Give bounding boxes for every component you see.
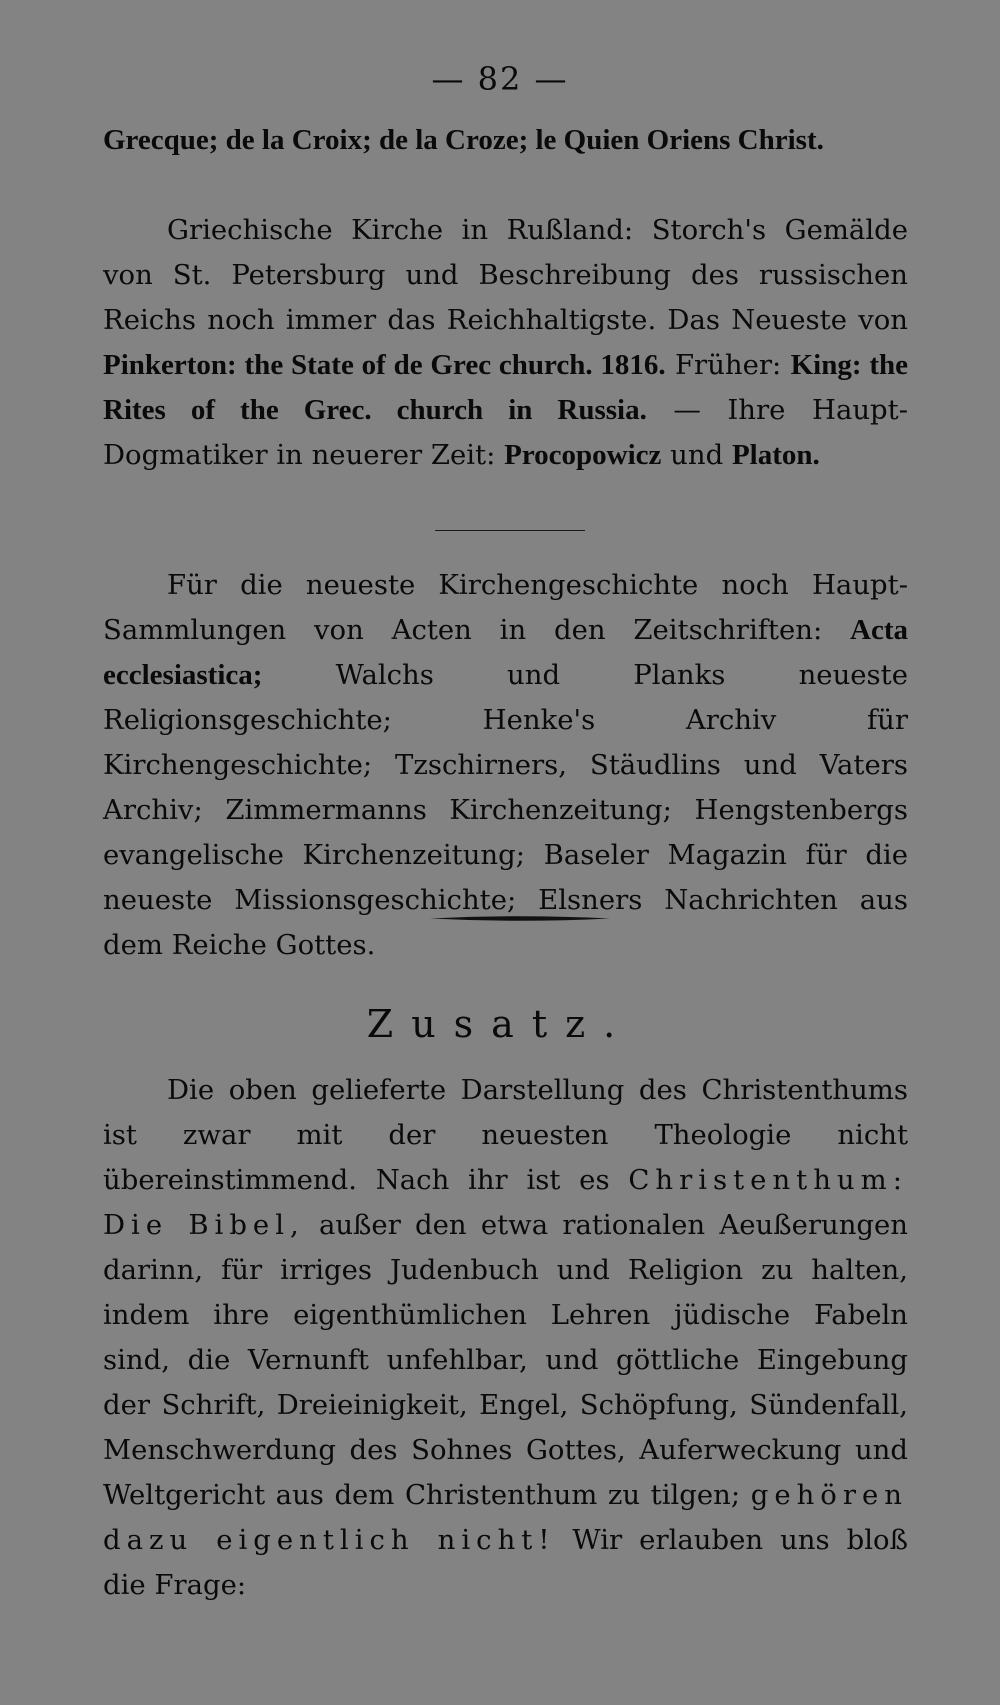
section-divider-ornament (430, 915, 610, 922)
paragraph-text (103, 1068, 908, 1608)
name-platon: Platon. (731, 439, 820, 471)
text-run: Die oben gelieferte Darstellung des Christenthums ist zwar mit der neuesten Theologie nicht übereinstimmend. Nach ihr ist es (103, 1074, 908, 1196)
text-run: und (661, 439, 732, 471)
emphasis-bibel: Die Bibel, (103, 1209, 305, 1241)
text-run: außer den etwa rationalen Aeußerungen darinn, für irriges Judenbuch und Religion zu halten, indem ihre eigenthümlichen Lehren jüdische Fabeln sind, die Vernunft unfehlbar, und göttliche Eingebung der Schrift, Dreieinigkeit, Engel, Schöpfung, Sündenfall, Menschwerdung des Sohnes Gottes, Auferweckung und Weltgericht aus dem Christenthum zu tilgen; (103, 1209, 908, 1511)
citation-acta: Acta ecclesiastica; (103, 614, 908, 691)
paragraph-bibliography-continued (103, 118, 908, 163)
text-run: Wir erlauben uns bloß die Frage: (103, 1524, 908, 1601)
emphasis-gehoeren: gehören dazu eigentlich nicht! (103, 1479, 908, 1556)
bibliography-line: Grecque; de la Croix; de la Croze; le Quien Oriens Christ. (103, 124, 824, 156)
paragraph-zusatz (103, 1068, 908, 1608)
citation-king: King: the Rites of the Grec. church in Russia. (103, 349, 908, 426)
paragraph-russian-church (103, 208, 908, 478)
text-run: Walchs und Planks neueste Religionsgeschichte; Henke's Archiv für Kirchengeschichte; Tzschirners, Stäudlins und Vaters Archiv; Zimmermanns Kirchenzeitung; Hengstenbergs evangelische Kirchenzeitung; Baseler Magazin für die neueste Missionsgeschichte; Elsners Nachrichten aus dem Reiche Gottes. (103, 659, 908, 961)
paragraph-church-history-sources (103, 563, 908, 968)
page-number: — 82 — (431, 60, 569, 98)
name-procopowicz: Procopowicz (504, 439, 662, 471)
text-run: Für die neueste Kirchengeschichte noch Haupt-Sammlungen von Acten in den Zeitschriften: (103, 569, 908, 646)
emphasis-christenthum: Christenthum: (628, 1164, 908, 1196)
text-run: Früher: (665, 349, 791, 381)
section-heading: Zusatz. (366, 1002, 634, 1046)
text-run: — Ihre Haupt-Dogmatiker in neuerer Zeit: (103, 394, 908, 471)
text-run: Griechische Kirche in Rußland: Storch's Gemälde von St. Petersburg und Beschreibung des russischen Reichs noch immer das Reichhaltigste. Das Neueste von (103, 214, 908, 336)
citation-pinkerton: Pinkerton: the State of de Grec church. 1816. (103, 349, 666, 381)
section-divider-thin (435, 530, 585, 531)
paragraph-text (103, 563, 908, 968)
paragraph-text (103, 208, 908, 478)
